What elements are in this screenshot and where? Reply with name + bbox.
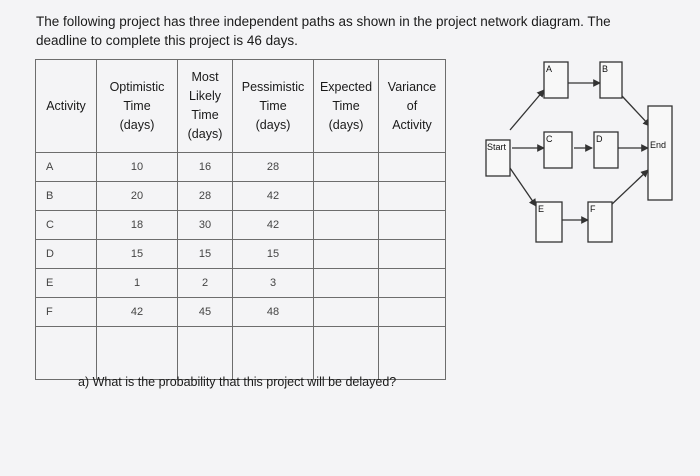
cell-variance [379,153,446,182]
cell-activity [36,327,97,380]
node-a-label: A [546,64,553,74]
header-pessimistic: Pessimistic Time (days) [233,60,314,153]
cell-variance [379,182,446,211]
cell-variance [379,298,446,327]
table-row [36,269,446,298]
table-row [36,240,446,269]
node-end-label: End [650,140,667,150]
header-expected: Expected Time (days) [314,60,379,153]
cell-optimistic: 20 [97,182,178,211]
cell-optimistic: 42 [97,298,178,327]
table-row [36,298,446,327]
table-row [36,211,446,240]
node-d-label: D [596,134,603,144]
cell-pessimistic: 48 [233,298,314,327]
cell-most-likely: 15 [178,240,233,269]
cell-most-likely: 30 [178,211,233,240]
cell-activity: C [36,211,97,240]
cell-most-likely: 2 [178,269,233,298]
header-activity: Activity [36,60,97,153]
cell-expected [314,153,379,182]
cell-pessimistic: 42 [233,182,314,211]
cell-most-likely: 45 [178,298,233,327]
cell-optimistic: 18 [97,211,178,240]
question-a: a) What is the probability that this project will be delayed? [78,375,397,389]
table-row [36,153,446,182]
cell-pessimistic: 28 [233,153,314,182]
cell-pessimistic: 15 [233,240,314,269]
project-network-diagram [480,56,695,266]
table-row [36,327,446,380]
pert-table [35,59,446,380]
node-start-label: Start [487,142,507,152]
cell-most-likely: 28 [178,182,233,211]
cell-activity: B [36,182,97,211]
edge-start-e [510,168,536,206]
cell-variance [379,269,446,298]
node-c-label: C [546,134,553,144]
node-end [648,106,672,200]
node-f-label: F [590,204,596,214]
header-variance: Variance of Activity [379,60,446,153]
edge-start-a [510,90,544,130]
edge-b-end [622,96,650,126]
cell-activity: F [36,298,97,327]
cell-optimistic: 1 [97,269,178,298]
cell-expected [314,269,379,298]
cell-pessimistic [233,327,314,380]
problem-statement [36,12,676,50]
cell-activity: A [36,153,97,182]
edge-f-end [610,170,648,206]
cell-variance [379,240,446,269]
cell-variance [379,327,446,380]
cell-variance [379,211,446,240]
node-b-label: B [602,64,609,74]
cell-activity: D [36,240,97,269]
cell-optimistic: 10 [97,153,178,182]
cell-optimistic: 15 [97,240,178,269]
header-optimistic: Optimistic Time (days) [97,60,178,153]
pert-table-header-row [36,60,446,153]
cell-expected [314,182,379,211]
cell-most-likely: 16 [178,153,233,182]
cell-pessimistic: 42 [233,211,314,240]
cell-expected [314,240,379,269]
cell-most-likely [178,327,233,380]
cell-pessimistic: 3 [233,269,314,298]
cell-optimistic [97,327,178,380]
cell-expected [314,298,379,327]
cell-expected [314,211,379,240]
header-most-likely: Most Likely Time (days) [178,60,233,153]
problem-statement-line-2: deadline to complete this project is 46 days. [36,33,298,48]
cell-activity: E [36,269,97,298]
table-row [36,182,446,211]
problem-statement-line-1: The following project has three independent paths as shown in the project network diagram. The [36,14,611,29]
cell-expected [314,327,379,380]
node-e-label: E [538,204,545,214]
